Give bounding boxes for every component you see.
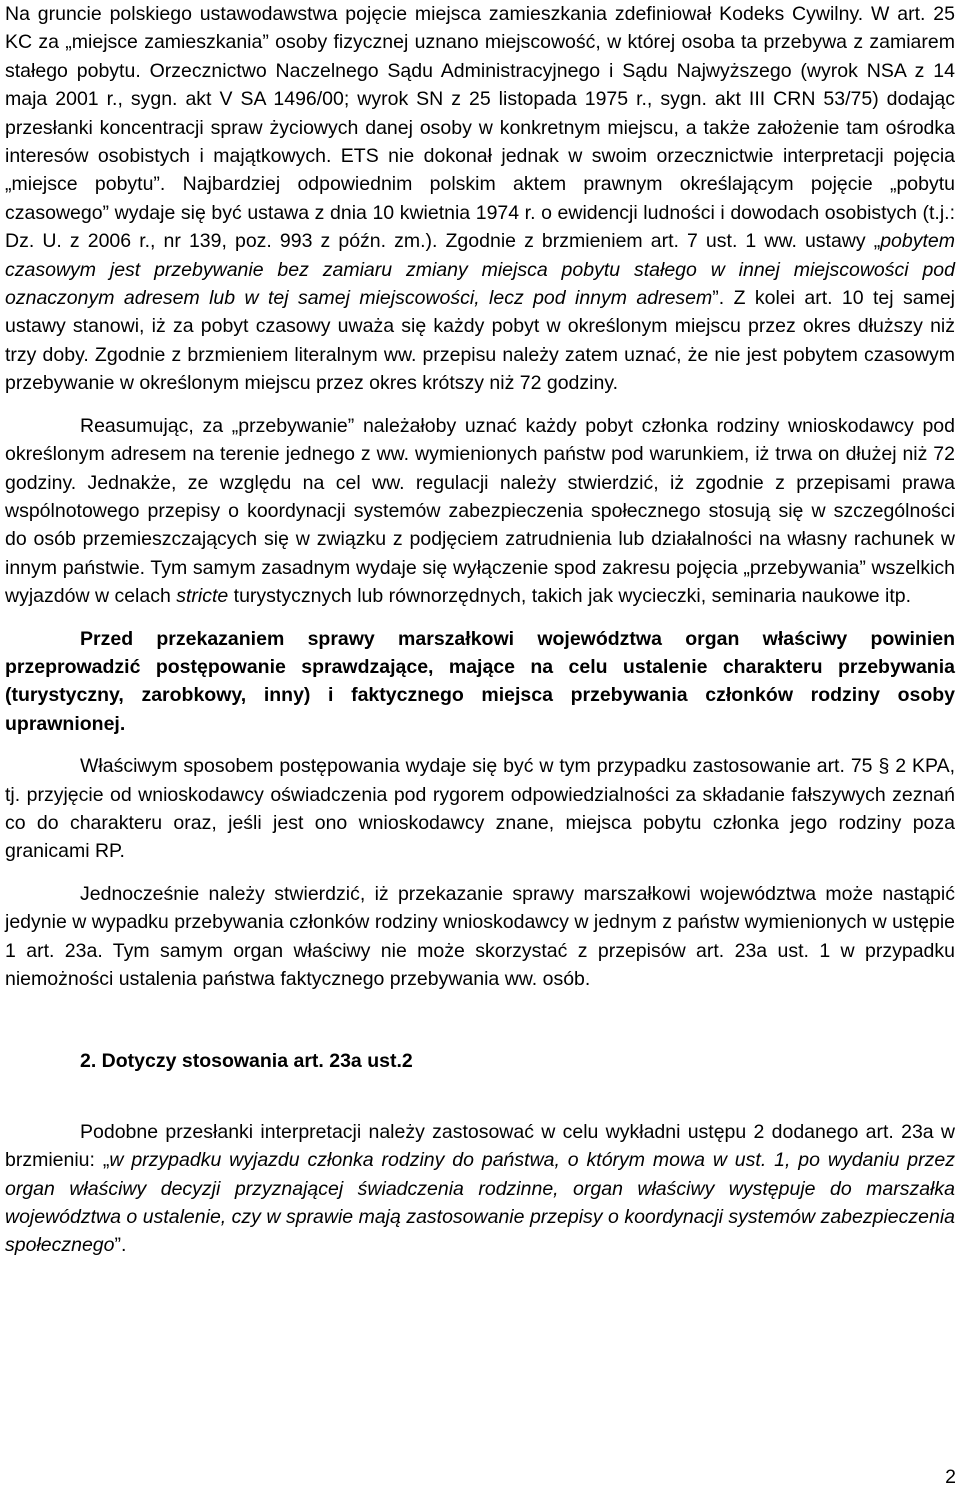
document-page	[5, 0, 955, 1260]
paragraph-transfer-condition	[5, 880, 955, 994]
italic-term: stricte	[176, 585, 229, 608]
italic-quote: w przypadku wyjazdu członka rodziny do państwa, o którym mowa w ust. 1, po wydaniu przez organ właściwy decyzji przyznającej świadczenia rodzinne, organ właściwy występuje do marszałka województwa o ustalenie, czy w sprawie mają zastosowanie przepisy o koordynacji systemów zabezpieczenia społecznego	[5, 1149, 955, 1257]
text-run: turystycznych lub równorzędnych, takich jak wycieczki, seminaria naukowe itp.	[228, 585, 912, 608]
paragraph-bold-instruction	[5, 625, 955, 739]
bold-text: Przed przekazaniem sprawy marszałkowi województwa organ właściwy powinien przeprowadzić postępowanie sprawdzające, mające na celu ustalenie charakteru przebywania (turystyczny, zarobkowy, inny) i faktycznego miejsca przebywania członków rodziny osoby uprawnionej.	[5, 627, 955, 735]
text-run: Właściwym sposobem postępowania wydaje się być w tym przypadku zastosowanie art. 75 § 2 KPA, tj. przyjęcie od wnioskodawcy oświadczenia pod rygorem odpowiedzialności za składanie fałszywych zeznań co do charakteru oraz, jeśli jest ono wnioskodawcy znane, miejsca pobytu członka jego rodziny poza granicami RP.	[5, 755, 955, 863]
text-run: Podobne przesłanki interpretacji należy zastosować w celu wykładni ustępu 2 dodanego art. 23a w brzmieniu: „	[5, 1120, 955, 1172]
paragraph-procedure	[5, 752, 955, 866]
text-run: Reasumując, za „przebywanie” należałoby uznać każdy pobyt członka rodziny wnioskodawcy pod określonym adresem na terenie jednego z ww. wymienionych państw pod warunkiem, iż trwa on dłużej niż 72 godziny. Jednakże, ze względu na cel ww. regulacji należy stwierdzić, iż zgodnie z przepisami prawa wspólnotowego przepisy o koordynacji systemów zabezpieczenia społecznego stosują się w szczególności do osób przemieszczających się w związku z podjęciem zatrudnienia lub działalności na własny rachunek w innym państwie. Tym samym zasadnym wydaje się wyłączenie spod zakresu pojęcia „przebywania” wszelkich wyjazdów w celach	[5, 414, 955, 608]
paragraph-residence-definition	[5, 0, 955, 398]
paragraph-summary	[5, 412, 955, 611]
italic-quote: pobytem czasowym jest przebywanie bez zamiaru zmiany miejsca pobytu stałego w innej miejscowości pod oznaczonym adresem lub w tej samej miejscowości, lecz pod innym adresem	[5, 230, 955, 310]
text-run: Jednocześnie należy stwierdzić, iż przekazanie sprawy marszałkowi województwa może nastąpić jedynie w wypadku przebywania członków rodziny wnioskodawcy w jednym z państw wymienionych w ustępie 1 art. 23a. Tym samym organ właściwy nie może skorzystać z przepisów art. 23a ust. 1 w przypadku niemożności ustalenia państwa faktycznego przebywania ww. osób.	[5, 882, 955, 990]
text-run: Na gruncie polskiego ustawodawstwa pojęcie miejsca zamieszkania zdefiniował Kodeks Cywilny. W art. 25 KC za „miejsce zamieszkania” osoby fizycznej uznano miejscowość, w której osoba ta przebywa z zamiarem stałego pobytu. Orzecznictwo Naczelnego Sądu Administracyjnego i Sądu Najwyższego (wyrok NSA z 14 maja 2001 r., sygn. akt V SA 1496/00; wyrok SN z 25 listopada 1975 r., sygn. akt III CRN 53/75) dodając przesłanki koncentracji spraw życiowych danej osoby w konkretnym miejscu, a także założenie tam ośrodka interesów osobistych i majątkowych. ETS nie dokonał jednak w swoim orzecznictwie interpretacji pojęcia „miejsce pobytu”. Najbardziej odpowiednim polskim aktem prawnym określającym pojęcie „pobytu czasowego” wydaje się być ustawa z dnia 10 kwietnia 1974 r. o ewidencji ludności i dowodach osobistych (t.j.: Dz. U. z 2006 r., nr 139, poz. 993 z późn. zm.). Zgodnie z brzmieniem art. 7 ust. 1 ww. ustawy „	[5, 3, 955, 253]
page-number: 2	[945, 1466, 956, 1488]
paragraph-interpretation	[5, 1118, 955, 1260]
text-run: ”. Z kolei art. 10 tej samej ustawy stanowi, iż za pobyt czasowy uważa się każdy pobyt w określonym miejscu przez okres dłuższy niż trzy doby. Zgodnie z brzmieniem literalnym ww. przepisu należy zatem uznać, że nie jest pobytem czasowym przebywanie w określonym miejscu przez okres krótszy niż 72 godziny.	[5, 287, 955, 395]
section-heading: 2. Dotyczy stosowania art. 23a ust.2	[80, 1050, 413, 1073]
text-run: ”.	[114, 1234, 127, 1257]
